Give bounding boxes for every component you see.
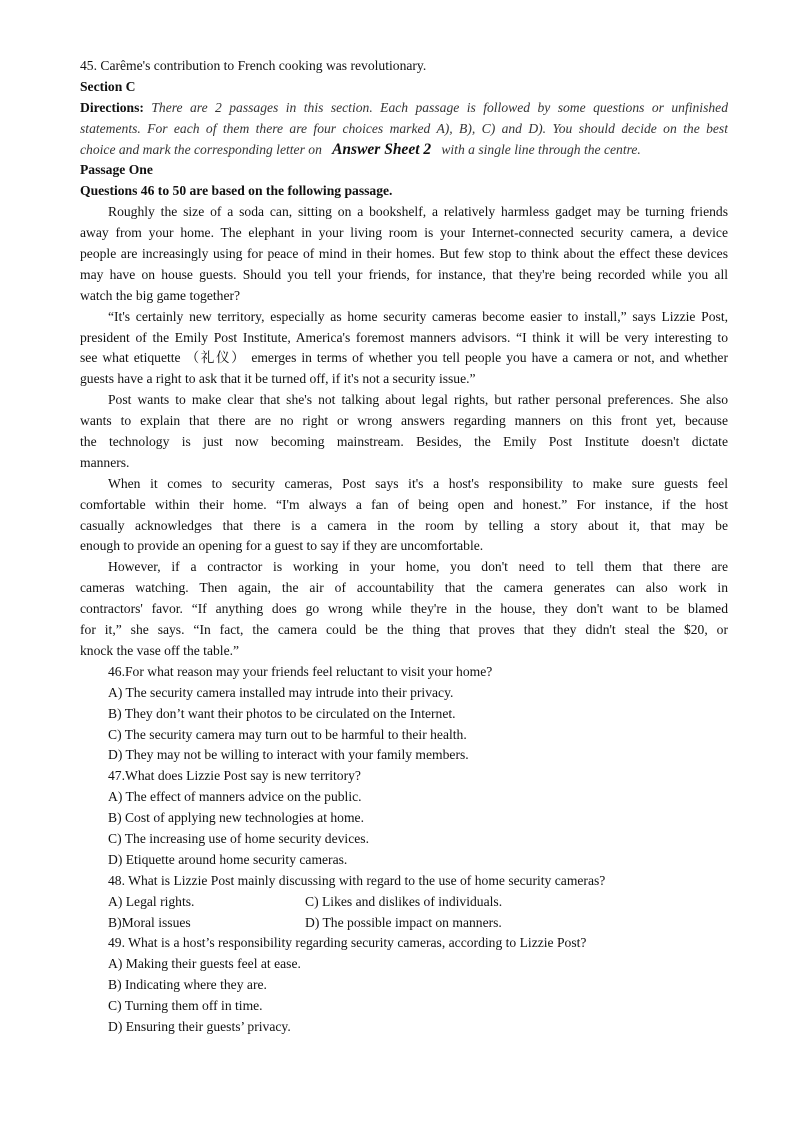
questions-intro: Questions 46 to 50 are based on the following passage. — [80, 183, 393, 199]
answer-option: A) Legal rights. — [108, 893, 195, 909]
directions-text-3b: with a single line through the centre. — [441, 141, 641, 157]
directions-text-1: There are 2 passages in this section. Each passage is followed by some questions or unfinished — [151, 99, 728, 115]
answer-option: C) Turning them off in time. — [108, 998, 263, 1014]
paragraph-line: When it comes to security cameras, Post says it's a host's responsibility to make sure guests feel — [108, 475, 728, 491]
paragraph-line: see what etiquette （礼仪） emerges in terms of whether you tell people you have a camera or not, and whether — [80, 350, 728, 366]
answer-option: C) Likes and dislikes of individuals. — [305, 893, 503, 909]
paragraph-line: “It's certainly new territory, especially as home security cameras become easier to install,” says Lizzie Post, — [108, 308, 728, 324]
answer-option: B)Moral issues — [108, 914, 191, 930]
directions — [80, 98, 728, 161]
directions-label: Directions: — [80, 99, 144, 115]
answer-option: A) The security camera installed may intrude into their privacy. — [108, 684, 454, 700]
paragraph-line: may have on house guests. Should you tell your friends, for instance, that they're being recorded while you all — [80, 266, 728, 282]
answer-option: D) Ensuring their guests’ privacy. — [108, 1018, 291, 1034]
answer-sheet-label: Answer Sheet 2 — [332, 140, 432, 158]
paragraph-line: contractors' favor. “If anything does go wrong while they're in the house, they don't want to be blamed — [80, 601, 728, 617]
passage-title: Passage One — [80, 162, 153, 178]
paragraph-3 — [80, 390, 728, 474]
directions-line-3 — [80, 140, 728, 161]
paragraph-line: watch the big game together? — [80, 287, 241, 303]
answer-option: B) They don’t want their photos to be circulated on the Internet. — [108, 705, 456, 721]
question-49 — [80, 933, 728, 1037]
paragraph-5 — [80, 557, 728, 661]
paragraph-line: president of the Emily Post Institute, America's foremost manners advisors. “I think it will be very interesting to — [80, 329, 728, 345]
question-stem: 49. What is a host’s responsibility regarding security cameras, according to Lizzie Post? — [108, 935, 587, 951]
paragraph-line: away from your home. The elephant in your living room is your Internet-connected security camera, a device — [80, 225, 728, 241]
section-title: Section C — [80, 78, 136, 94]
answer-option: A) The effect of manners advice on the public. — [108, 789, 362, 805]
paragraph-line: knock the vase off the table.” — [80, 642, 240, 658]
question-47 — [80, 766, 728, 870]
answer-option: C) The increasing use of home security devices. — [108, 830, 369, 846]
directions-text-3a: choice and mark the corresponding letter on — [80, 141, 322, 157]
answer-option: D) The possible impact on manners. — [305, 914, 502, 930]
answer-row — [80, 892, 728, 913]
directions-line-2: statements. For each of them there are four choices marked A), B), C) and D). You should decide on the best — [80, 120, 728, 136]
paragraph-line: Roughly the size of a soda can, sitting on a bookshelf, a relatively harmless gadget may be turning friends — [108, 204, 728, 220]
paragraph-line: people are increasingly using for peace of mind in their homes. But few stop to think about the effect these devices — [80, 246, 728, 262]
answer-option: B) Indicating where they are. — [108, 977, 267, 993]
paragraph-line: manners. — [80, 454, 130, 470]
paragraph-line: the technology is just now becoming mainstream. Besides, the Emily Post Institute doesn't dictate — [80, 434, 728, 450]
question-48 — [80, 871, 728, 934]
answer-option: A) Making their guests feel at ease. — [108, 956, 301, 972]
answer-option: D) Etiquette around home security cameras. — [108, 851, 348, 867]
answer-option: D) They may not be willing to interact with your family members. — [108, 747, 469, 763]
question-45: 45. Carême's contribution to French cooking was revolutionary. — [80, 58, 427, 73]
paragraph-line: casually acknowledges that there is a camera in the room by telling a story about it, that may be — [80, 517, 728, 533]
exam-page — [80, 56, 728, 1038]
question-stem: 47.What does Lizzie Post say is new territory? — [108, 768, 361, 784]
paragraph-line: comfortable within their home. “I'm always a fan of being open and honest.” For instance, if the host — [80, 496, 728, 512]
question-46 — [80, 662, 728, 766]
paragraph-line: enough to provide an opening for a guest to say if they are uncomfortable. — [80, 538, 484, 554]
paragraph-line: wants to explain that there are no right or wrong answers regarding manners on this front yet, because — [80, 413, 728, 429]
paragraph-4 — [80, 474, 728, 558]
paragraph-line: cameras watching. Then again, the air of accountability that the camera generates can also work in — [80, 580, 728, 596]
paragraph-2 — [80, 307, 728, 391]
answer-option: B) Cost of applying new technologies at home. — [108, 810, 364, 826]
paragraph-1 — [80, 202, 728, 306]
answer-option: C) The security camera may turn out to be harmful to their health. — [108, 726, 467, 742]
question-stem: 46.For what reason may your friends feel reluctant to visit your home? — [108, 663, 493, 679]
paragraph-line: guests have a right to ask that it be turned off, if it's not a security issue.” — [80, 371, 476, 387]
answer-row — [80, 913, 728, 934]
question-stem: 48. What is Lizzie Post mainly discussing with regard to the use of home security cameras? — [108, 872, 606, 888]
paragraph-line: However, if a contractor is working in your home, you don't need to tell them that there are — [108, 559, 728, 575]
paragraph-line: for it,” she says. “In fact, the camera could be the thing that proves that they didn't steal the $20, or — [80, 622, 728, 638]
directions-line-1 — [80, 98, 728, 119]
paragraph-line: Post wants to make clear that she's not talking about legal rights, but rather personal preferences. She also — [108, 392, 728, 408]
